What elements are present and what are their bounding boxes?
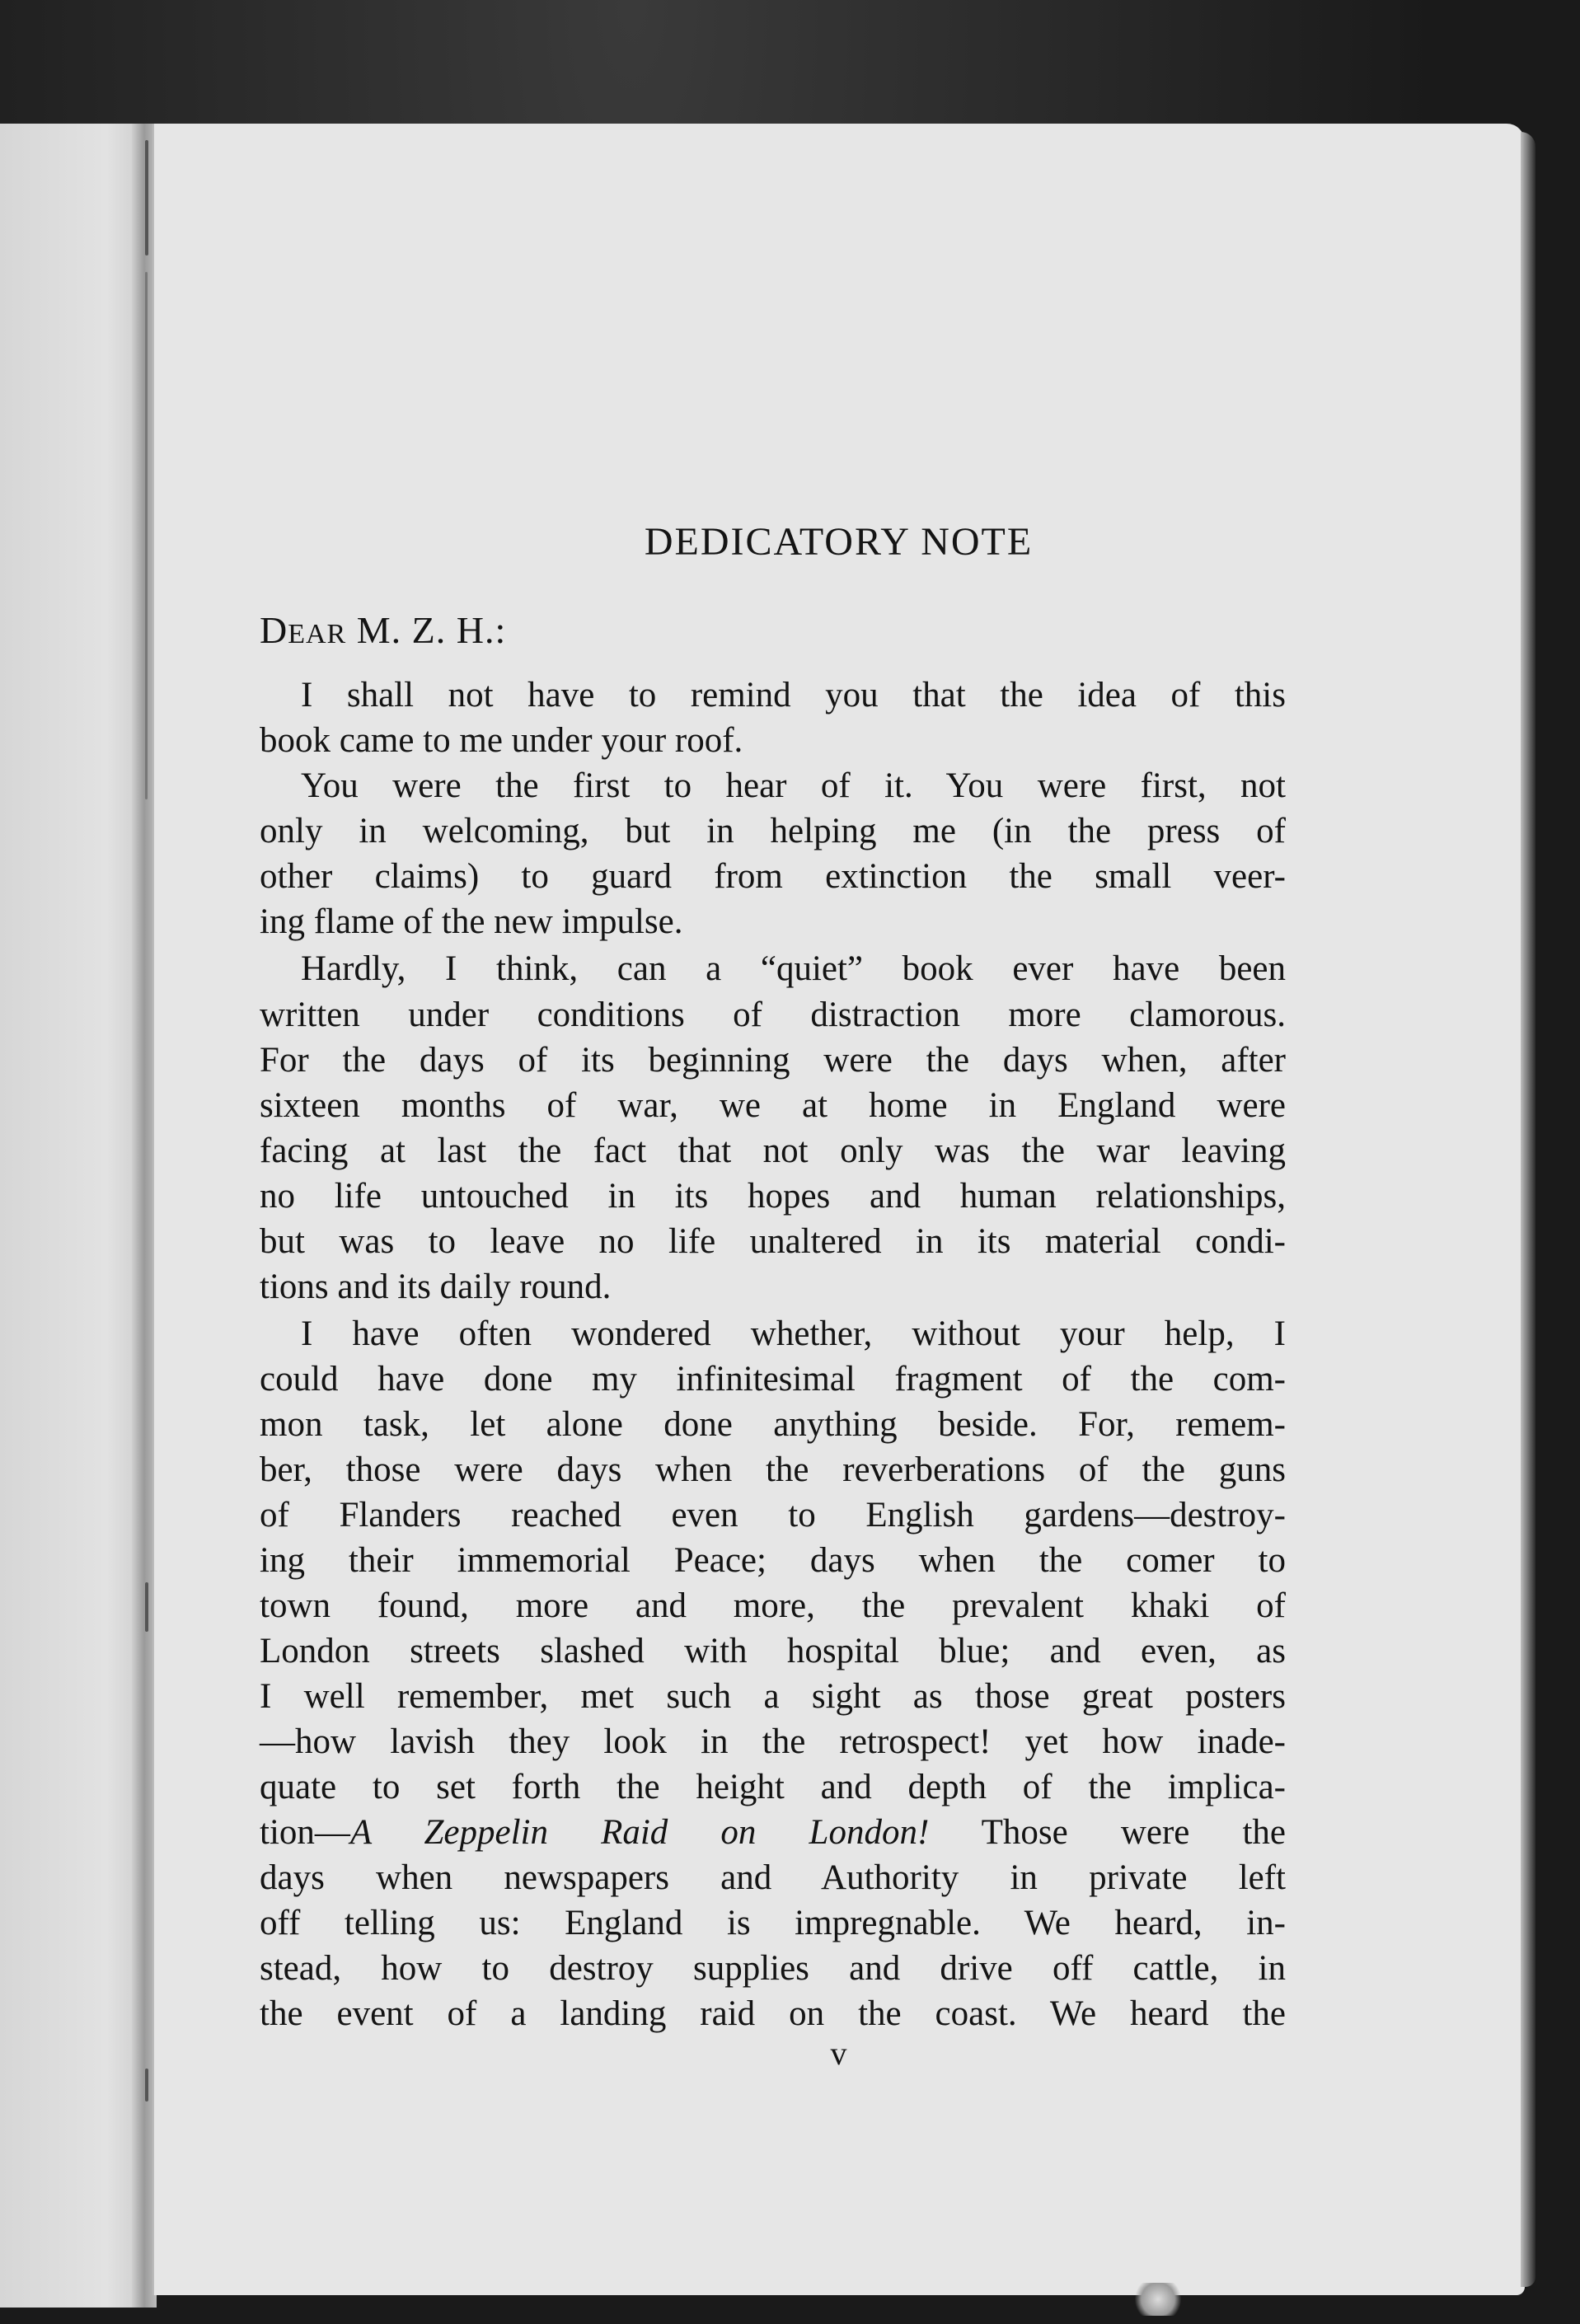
text-line: —how lavish they look in the retrospect! yet how inade- [260, 1722, 1286, 1761]
text-line: days when newspapers and Authority in private left [260, 1858, 1286, 1897]
text-line-with-italic [260, 1809, 1286, 1857]
gutter-mark [145, 1582, 148, 1632]
page-number: v [830, 2035, 847, 2072]
salutation-initial: D [260, 609, 288, 651]
gutter-mark [145, 272, 148, 799]
gutter-mark [145, 140, 148, 255]
text-line: For the days of its beginning were the days when, after [260, 1041, 1286, 1080]
salutation [260, 608, 506, 652]
text-line: London streets slashed with hospital blue; and even, as [260, 1632, 1286, 1670]
text-line: book came to me under your roof. [260, 721, 743, 760]
text-line: of Flanders reached even to English gardens—destroy- [260, 1496, 1286, 1534]
text-line: facing at last the fact that not only was the war leaving [260, 1132, 1286, 1170]
text-line: I have often wondered whether, without your help, I [301, 1314, 1286, 1353]
text-line: You were the first to hear of it. You were first, not [301, 766, 1286, 805]
italic-phrase: A Zeppelin Raid on London! [349, 1813, 930, 1852]
text-line: could have done my infinitesimal fragment of the com- [260, 1360, 1286, 1399]
page-edge-shadow [1521, 132, 1535, 2287]
scan-artifact [1129, 2283, 1187, 2316]
text-line: I shall not have to remind you that the idea of this [301, 676, 1286, 715]
text-line: tions and its daily round. [260, 1267, 612, 1306]
text-line: ing their immemorial Peace; days when the comer to [260, 1541, 1286, 1580]
text-line: town found, more and more, the prevalent khaki of [260, 1586, 1286, 1625]
text-line: stead, how to destroy supplies and drive off cattle, in [260, 1949, 1286, 1988]
text-line: sixteen months of war, we at home in England were [260, 1086, 1286, 1125]
text-fragment: tion— [260, 1813, 350, 1852]
text-fragment: Those were the [929, 1813, 1287, 1852]
text-line: Hardly, I think, can a “quiet” book ever have been [301, 949, 1286, 988]
text-line: off telling us: England is impregnable. We heard, in- [260, 1904, 1286, 1942]
page-title: DEDICATORY NOTE [644, 520, 1034, 564]
text-line: written under conditions of distraction more clamorous. [260, 996, 1286, 1034]
text-line: other claims) to guard from extinction the small veer- [260, 857, 1286, 896]
text-line: only in welcoming, but in helping me (in the press of [260, 812, 1286, 850]
text-line: I well remember, met such a sight as those great posters [260, 1677, 1286, 1716]
facing-page-edge [0, 124, 152, 2308]
text-line: mon task, let alone done anything beside. For, remem- [260, 1405, 1286, 1444]
text-line: but was to leave no life unaltered in its material condi- [260, 1222, 1286, 1261]
salutation-small-caps: EAR [288, 619, 347, 649]
salutation-name: M. Z. H.: [346, 609, 507, 651]
text-line: the event of a landing raid on the coast. We heard the [260, 1994, 1286, 2033]
text-line: ing flame of the new impulse. [260, 902, 683, 941]
text-line: ber, those were days when the reverberations of the guns [260, 1450, 1286, 1489]
gutter-mark [145, 2069, 148, 2101]
text-line: quate to set forth the height and depth of the implica- [260, 1768, 1286, 1806]
text-line: no life untouched in its hopes and human relationships, [260, 1177, 1286, 1216]
